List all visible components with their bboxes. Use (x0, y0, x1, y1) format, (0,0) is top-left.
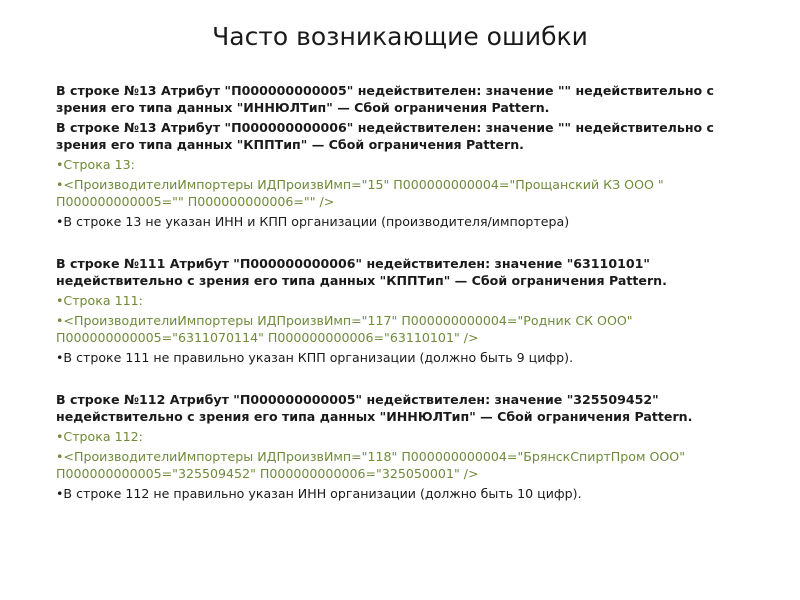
error-explanation: •В строке 13 не указан ИНН и КПП организации (производителя/импортера) (56, 214, 570, 229)
xml-record: •<ПроизводителиИмпортеры ИДПроизвИмп="118" П000000000004="БрянскСпиртПром ООО" П000000000005="325509452" П000000000006="325050001" /> (56, 449, 685, 481)
xml-record: •<ПроизводителиИмпортеры ИДПроизвИмп="117" П000000000004="Родник СК ООО" П000000000005="6311070114" П000000000006="63110101" /> (56, 313, 633, 345)
line-label: •Строка 13: (56, 157, 135, 172)
xml-record: •<ПроизводителиИмпортеры ИДПроизвИмп="15" П000000000004="Прощанский КЗ ООО " П000000000005="" П000000000006="" /> (56, 177, 664, 209)
line-label: •Строка 112: (56, 429, 143, 444)
error-block (56, 255, 766, 366)
error-block (56, 82, 766, 230)
error-message: В строке №13 Атрибут "П000000000006" недействителен: значение "" недействительно с зрения его типа данных "КППТип" — Сбой ограничения Pattern. (56, 120, 715, 152)
slide-content (56, 82, 766, 527)
line-label: •Строка 111: (56, 293, 143, 308)
slide-title: Часто возникающие ошибки (212, 22, 588, 51)
error-message: В строке №112 Атрибут "П000000000005" недействителен: значение "325509452" недействительно с зрения его типа данных "ИННЮЛТип" — Сбой ограничения Pattern. (56, 392, 693, 424)
error-explanation: •В строке 112 не правильно указан ИНН организации (должно быть 10 цифр). (56, 486, 582, 501)
error-message: В строке №13 Атрибут "П000000000005" недействителен: значение "" недействительно с зрения его типа данных "ИННЮЛТип" — Сбой ограничения Pattern. (56, 83, 715, 115)
error-block (56, 391, 766, 502)
error-message: В строке №111 Атрибут "П000000000006" недействителен: значение "63110101" недействительно с зрения его типа данных "КППТип" — Сбой ограничения Pattern. (56, 256, 667, 288)
error-explanation: •В строке 111 не правильно указан КПП организации (должно быть 9 цифр). (56, 350, 574, 365)
